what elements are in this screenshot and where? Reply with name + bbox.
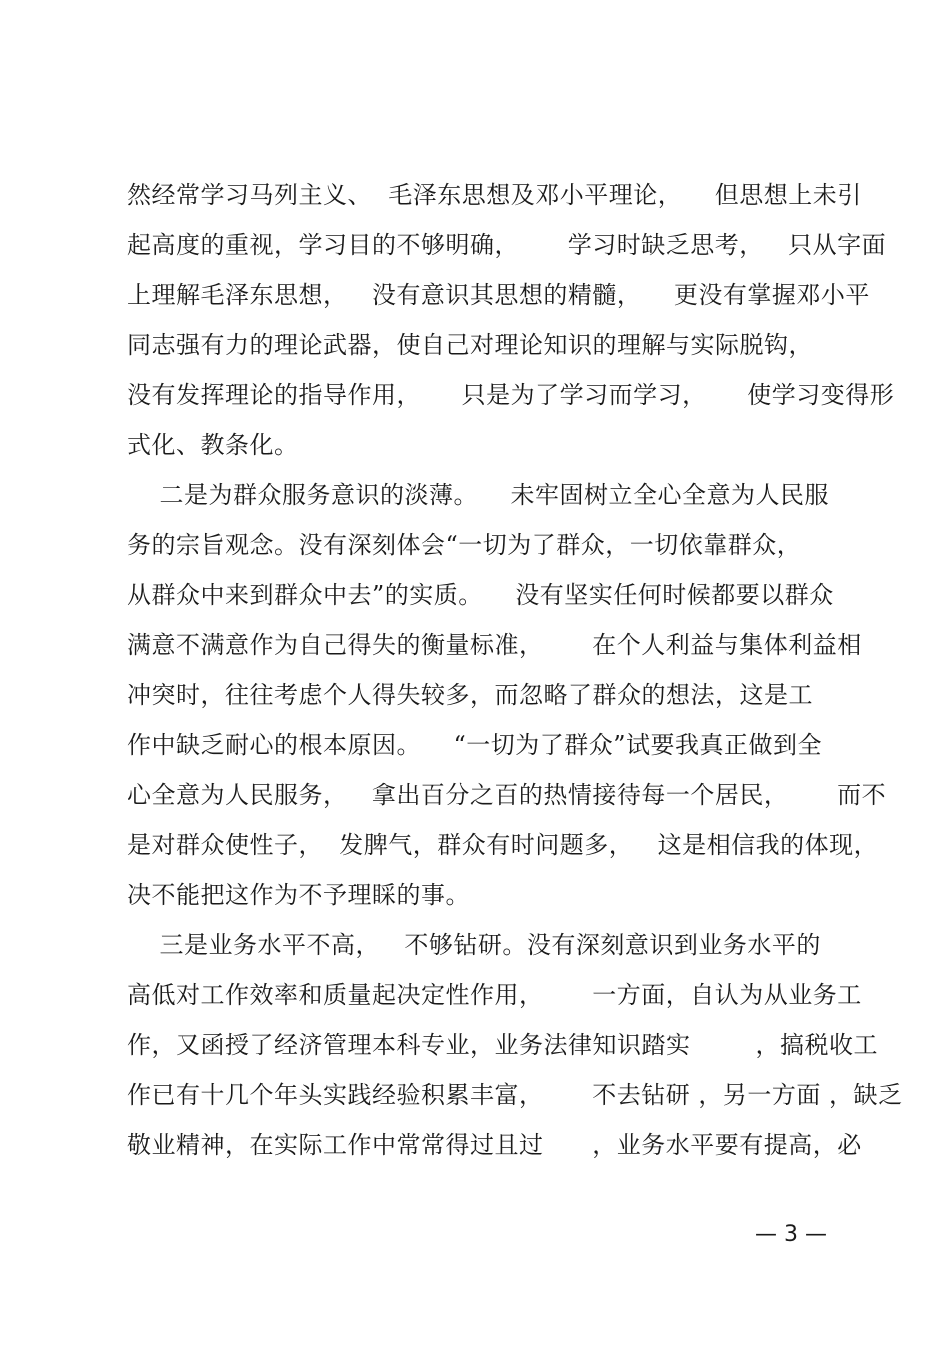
text-line: 务的宗旨观念。没有深刻体会“一切为了群众，一切依靠群众， (127, 531, 802, 559)
text-line: 决不能把这作为不予理睬的事。 (127, 881, 470, 909)
text-line: 作中缺乏耐心的根本原因。 “一切为了群众”试要我真正做到全 (127, 731, 823, 759)
text-line: 式化、教条化。 (127, 431, 299, 459)
text-line: 冲突时，往往考虑个人得失较多，而忽略了群众的想法，这是工 (127, 681, 813, 709)
text-line: 是对群众使性子， 发脾气，群众有时问题多， 这是相信我的体现， (127, 831, 879, 859)
text-line: 然经常学习马列主义、 毛泽东思想及邓小平理论， 但思想上未引 (127, 181, 862, 209)
text-line: 敬业精神，在实际工作中常常得过且过 ，业务水平要有提高，必 (127, 1131, 862, 1159)
text-line: 满意不满意作为自己得失的衡量标准， 在个人利益与集体利益相 (127, 631, 862, 659)
page-number: — 3 — (755, 1222, 827, 1247)
text-line: 起高度的重视，学习目的不够明确， 学习时缺乏思考， 只从字面 (127, 231, 887, 259)
text-line: 作，又函授了经济管理本科专业，业务法律知识踏实 ，搞税收工 (127, 1031, 879, 1059)
text-line: 没有发挥理论的指导作用， 只是为了学习而学习， 使学习变得形 (127, 381, 895, 409)
text-line: 同志强有力的理论武器，使自己对理论知识的理解与实际脱钩， (127, 331, 813, 359)
text-line: 二是为群众服务意识的淡薄。 未牢固树立全心全意为人民服 (127, 481, 830, 509)
text-line: 三是业务水平不高， 不够钻研。没有深刻意识到业务水平的 (127, 931, 821, 959)
text-line: 作已有十几个年头实践经验积累丰富， 不去钻研 ，另一方面 ，缺乏 (127, 1081, 903, 1109)
text-line: 上理解毛泽东思想， 没有意识其思想的精髓， 更没有掌握邓小平 (127, 281, 870, 309)
text-line: 高低对工作效率和质量起决定性作用， 一方面，自认为从业务工 (127, 981, 862, 1009)
text-line: 心全意为人民服务， 拿出百分之百的热情接待每一个居民， 而不 (127, 781, 887, 809)
text-line: 从群众中来到群众中去”的实质。 没有坚实任何时候都要以群众 (127, 581, 834, 609)
